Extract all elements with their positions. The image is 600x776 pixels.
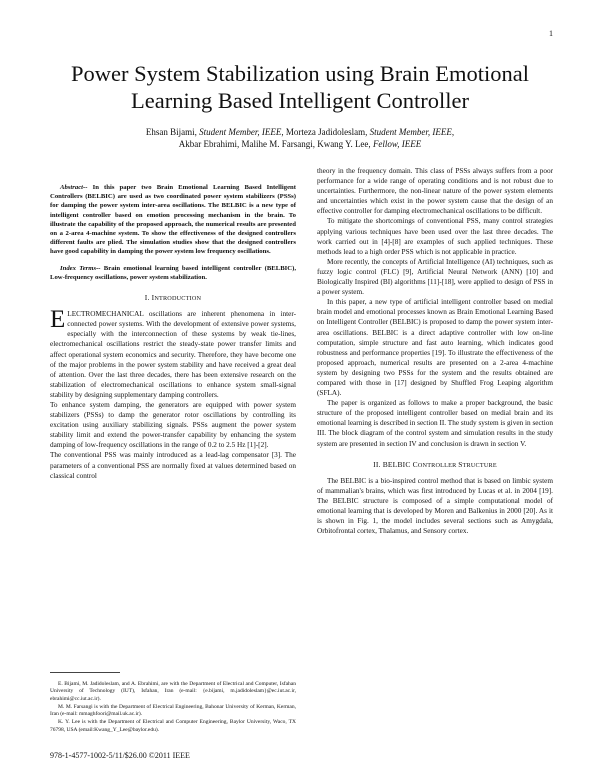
right-paragraph-2: More recently, the concepts of Artificial Intelligence (AI) techniques, such as fuzzy logic control (FLC) [9], Artificial Neural Network (ANN) [10] and Biologically Inspired (BI) algorithms [11]-[18], were applied to design of PSS in a power system. — [317, 257, 553, 297]
abstract — [50, 183, 296, 257]
index-terms — [50, 264, 296, 282]
author-line-2: Akbar Ebrahimi, Malihe M. Farsangi, Kwang Y. Lee, Fellow, IEEE — [178, 139, 422, 149]
section-1-heading — [50, 293, 296, 304]
author-list — [50, 126, 550, 150]
right-paragraph-4: The paper is organized as follows to make a proper background, the basic structure of the proposed intelligent controller based on medial brain and its emotional learning is described in section II. The study system is given in section III. The block diagram of the control system and simulation results in the study system are presented in section IV and conclusion is drawn in section V. — [317, 399, 553, 448]
copyright-notice: 978-1-4577-1002-5/11/$26.00 ©2011 IEEE — [50, 751, 190, 760]
footnote-rule — [50, 672, 120, 673]
abstract-text: In this paper two Brain Emotional Learning Based Intelligent Controllers (BELBIC) are used as two coordinated power system stabilizers (PSSs) for damping the power system inter-area oscillations. The BELBIC is a new type of intelligent controller based on emotion processing mechanism in the brain. To illustrate the capability of the proposed approach, the numerical results are presented on a 2-area 4-machine system. To show the effectiveness of the designed controllers different faults are plied. The simulation studies show that the designed controllers have good capability in damping the power system low frequency oscillations. — [50, 184, 296, 256]
intro-paragraph-2: To enhance system damping, the generators are equipped with power system stabilizers (PSSs) to damp the generator rotor oscillations by controlling its excitation using auxiliary stabilizing signals. PSSs augment the power system stability limit and extend the power-transfer capability by enhancing the system damping of low-frequency oscillations in the range of 0.2 to 2.5 Hz [1]-[2]. — [50, 400, 296, 450]
author-line-1: Ehsan Bijami, Student Member, IEEE, Morteza Jadidoleslam, Student Member, IEEE, — [145, 127, 455, 137]
drop-cap: E — [50, 306, 66, 334]
section-2-heading-num: II. BELBIC C — [373, 459, 418, 469]
index-terms-lead: Index Terms-- — [60, 264, 101, 272]
section-2-heading-rest2: TRUCTURE — [462, 461, 497, 469]
section-1-heading-rest: NTRODUCTION — [154, 295, 202, 303]
right-paragraph-5: The BELBIC is a bio-inspired control method that is based on limbic system of mammalian's brains, which was first introduced by Lucas et al. in 2004 [19]. The BELBIC structure is composed of a simple computational model of emotional learning that is developed by Moren and Balkenius in 2000 [20]. As it is shown in Fig. 1, the model includes several sections such as Amygdala, Orbitofrontal cortex, Thalamus, and Sensory cortex. — [317, 476, 553, 536]
right-paragraph-1: To mitigate the shortcomings of conventional PSS, many control strategies applying various techniques have been used over the last three decades. The work carried out in [4]-[8] are examples of such applied techniques. These methods lead to a high order PSS which is not applicable in practice. — [317, 217, 553, 256]
index-terms-text: Brain emotional learning based intelligent controller (BELBIC), Low-frequency oscillations, power system stabilization. — [50, 264, 296, 281]
intro-paragraph-3: The conventional PSS was mainly introduced as a lead-lag compensator [3]. The parameters of a conventional PSS are normally fixed at values determined based on classical control — [50, 451, 296, 480]
section-2-heading — [317, 460, 553, 471]
right-column — [317, 166, 553, 536]
intro-paragraph-1 — [50, 306, 296, 400]
paper-title: Power System Stabilization using Brain Emotional Learning Based Intelligent Controller — [70, 61, 530, 113]
footnotes — [50, 681, 296, 735]
footnote-3: K. Y. Lee is with the Department of Electrical and Computer Engineering, Baylor University, Waco, TX 76798, USA (email:Kwang_Y_Lee@baylor.edu). — [50, 719, 296, 733]
section-1-heading-num: I. I — [144, 293, 155, 303]
section-2-heading-s: S — [458, 459, 463, 469]
footnote-2: M. M. Farsangi is with the Department of Electrical Engineering, Bahonar University of Kerman, Kerman, Iran (e-mail: mmaghfoori@mail.uk.ac.ir). — [50, 703, 296, 718]
abstract-lead: Abstract-- — [60, 184, 88, 191]
right-paragraph-0: theory in the frequency domain. This class of PSSs always suffers from a poor performance for a wide range of operating conditions and is not robust due to uncertainties. Furthermore, the non-linear nature of the power system elements and uncertainties which exist in the power system cause that the design of an effective controller for damping electromechanical oscillations to be difficult. — [317, 167, 553, 216]
footnote-1: E. Bijami, M. Jadidoleslam, and A. Ebrahimi, are with the Department of Electrical and Computer, Isfahan University of Technology (IUT), Isfahan, Iran (e-mail: {e.bijami, m.jadidoleslam}@ec.iut.ac.ir, ebrahimi@cc.iut.ac.ir). — [50, 681, 296, 702]
intro-paragraph-1-text: LECTROMECHANICAL oscillations are inherent phenomena in inter-connected power systems. With the development of extensive power systems, especially with the interconnection of these systems by weak tie-lines, electromechanical oscillations restrict the steady-state power transfer limits and affect operational system economics and security. Therefore, they have become one of the major problems in the power system stability and have received a great deal of attention. Over the last three decades, there has been extensive research on the stabilization of electromechanical oscillations to enhance system small-signal stability by designing supplementary damping controllers. — [50, 310, 296, 399]
page-number: 1 — [549, 29, 553, 38]
left-column — [50, 183, 296, 481]
right-paragraph-3: In this paper, a new type of artificial intelligent controller based on medial brain model and emotional processes known as Brain Emotional Learning Based on Intelligent Controller (BELBIC) is proposed to damp the power system inter-area oscillations. BELBIC is a direct adaptive controller with low on-line computation, simple structure and fast auto learning, which indicates good robustness and performance properties [19]. To illustrate the effectiveness of the proposed approach, numerical results are presented on a 2-area 4-machine system by designing two PSSs for the system and the results obtained are compared with those in [17] designed by Shuffled Frog Leaping algorithm (SFLA). — [317, 298, 553, 398]
section-2-heading-rest: ONTROLLER — [417, 461, 459, 469]
